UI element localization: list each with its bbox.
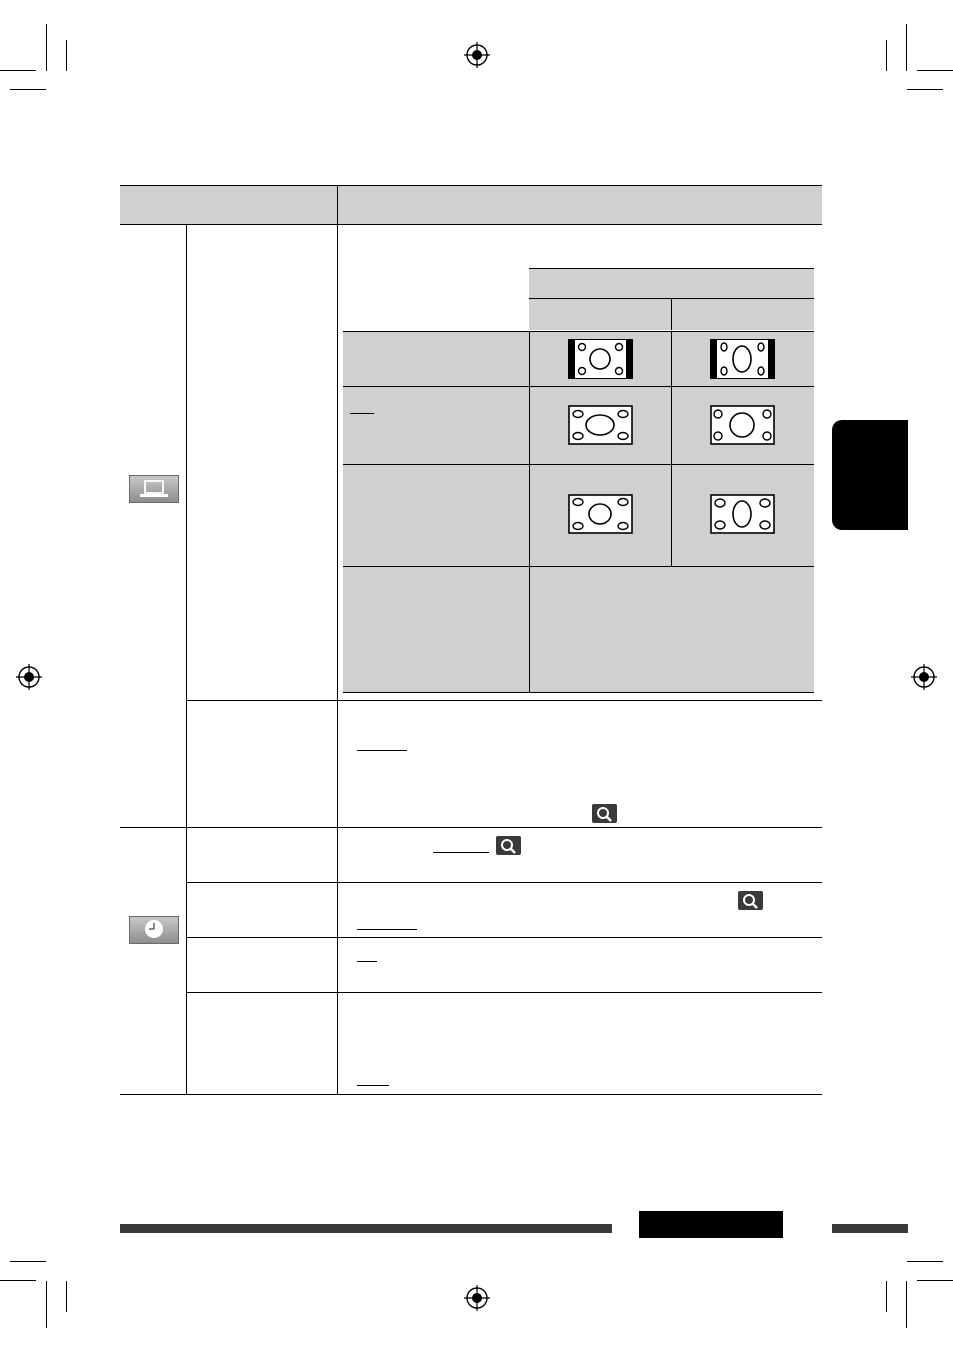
default-underline bbox=[357, 929, 417, 930]
section-tab bbox=[832, 420, 908, 530]
screen-full-stretch bbox=[568, 405, 633, 445]
footer-bar bbox=[120, 1224, 612, 1233]
registration-mark-icon bbox=[464, 1285, 490, 1311]
column-divider bbox=[337, 224, 338, 1094]
footer-bar-right bbox=[832, 1224, 908, 1233]
clock-settings-tile[interactable] bbox=[129, 916, 179, 944]
magnifier-icon[interactable] bbox=[496, 836, 521, 855]
clock-icon bbox=[130, 917, 178, 943]
table-header bbox=[120, 186, 822, 224]
registration-mark-icon bbox=[16, 664, 42, 690]
picture-settings-tile[interactable] bbox=[129, 475, 179, 503]
default-underline bbox=[357, 750, 407, 751]
registration-mark-icon bbox=[911, 664, 937, 690]
monitor-icon bbox=[130, 476, 178, 502]
screen-zoom-wide bbox=[568, 494, 633, 534]
default-underline bbox=[433, 852, 489, 853]
screen-zoom-normal bbox=[710, 494, 775, 534]
default-underline bbox=[357, 1085, 389, 1086]
column-divider bbox=[186, 224, 187, 1094]
screen-full-normal bbox=[710, 405, 775, 445]
default-underline bbox=[357, 961, 377, 962]
magnifier-icon[interactable] bbox=[738, 891, 763, 910]
registration-mark-icon bbox=[464, 42, 490, 68]
magnifier-icon[interactable] bbox=[592, 804, 617, 823]
page-number-box bbox=[639, 1211, 783, 1238]
screen-pillarbox-4-3 bbox=[568, 339, 633, 379]
screen-pillarbox-16-9 bbox=[710, 339, 775, 379]
